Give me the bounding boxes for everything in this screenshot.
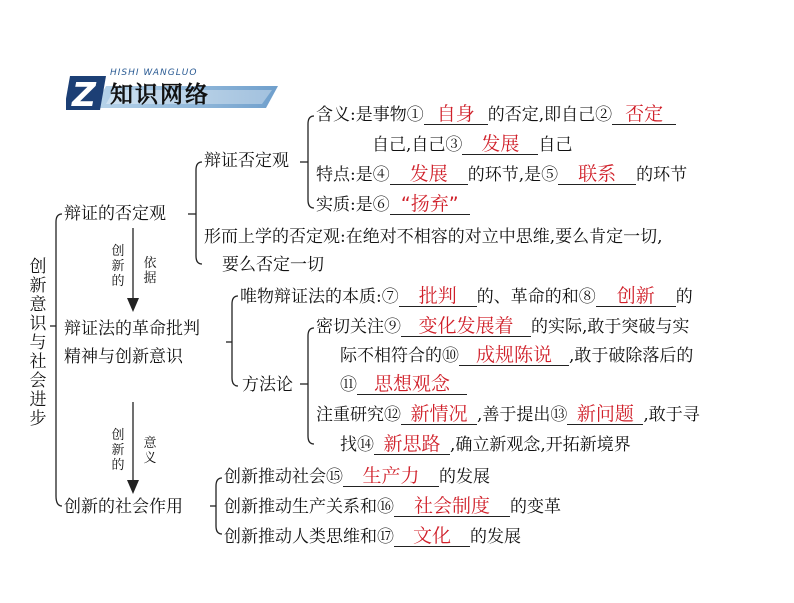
answer-7: 批判 [399,286,477,307]
b3-row2: 创新推动生产关系和⑯ 社会制度 的变革 [224,495,561,517]
answer-11: 思想观念 [357,374,467,395]
b2-method-line4: 注重研究⑫ 新情况 ,善于提出⑬ 新问题 ,敢于寻 [316,403,700,425]
b1-essence-line: 实质:是⑥ “扬弃” [316,194,470,216]
answer-10: 成规陈说 [459,345,569,366]
answer-2: 否定 [612,104,676,125]
b3-row3: 创新推动人类思维和⑰ 文化 的发展 [224,525,521,547]
link1-right-label: 依据 [143,256,157,286]
answer-8: 创新 [596,286,676,307]
b1-content-line1: 含义:是事物① 自身 的否定,即自己② 否定 [316,104,676,126]
answer-6: “扬弃” [390,194,470,215]
answer-5: 联系 [558,164,636,185]
b2-label-line1: 辩证法的革命批判 [64,319,200,339]
b1-metaphysics-line2: 要么否定一切 [222,255,324,275]
b1-brace [196,162,202,264]
b3-label: 创新的社会作用 [64,497,183,517]
arrow-head-2 [127,480,139,494]
answer-3: 发展 [462,134,538,155]
answer-9: 变化发展着 [401,316,531,337]
b2-essence-line: 唯物辩证法的本质:⑦ 批判 的、革命的和⑧ 创新 的 [240,285,693,307]
b1-label: 辩证的否定观 [64,204,166,224]
b1-content-line2: 自己,自己③ 发展 自己 [372,133,573,155]
b2-method-label: 方法论 [242,375,293,395]
answer-15: 生产力 [343,466,439,487]
b2-label-line2: 精神与创新意识 [64,347,183,367]
answer-17: 文化 [394,526,470,547]
method-brace [308,328,314,444]
b2-method-line1: 密切关注⑨ 变化发展着 的实际,敢于突破与实 [316,315,690,337]
header-subtitle-en: HISHI WANGLUO [110,68,198,78]
b1-metaphysics-line1: 形而上学的否定观:在绝对不相容的对立中思维,要么肯定一切, [204,227,663,247]
header-title: 知识网络 [110,82,210,108]
b2-method-line5: 找⑭ 新思路 ,确立新观念,开拓新境界 [340,433,631,455]
sub1-brace [308,116,314,208]
root-brace [56,214,62,506]
b2-brace [232,296,238,386]
b1-feature-line: 特点:是④ 发展 的环节,是⑤ 联系 的环节 [316,163,688,185]
root-label: 创新意识与社会进步 [29,257,47,429]
b1-sub-label: 辩证否定观 [204,151,289,171]
answer-1: 自身 [424,104,488,125]
badge-letter: Z [72,75,96,112]
b3-row1: 创新推动社会⑮ 生产力 的发展 [224,465,490,487]
link1-left-label: 创新的 [111,244,125,289]
b3-brace [216,478,222,534]
link2-left-label: 创新的 [111,428,125,473]
link2-right-label: 意义 [143,436,157,466]
answer-14: 新思路 [374,434,450,455]
answer-4: 发展 [390,164,468,185]
b2-method-line3: ⑪ 思想观念 [340,374,467,396]
arrow-head-1 [127,298,139,312]
b2-method-line2: 际不相符合的⑩ 成规陈说 ,敢于破除落后的 [340,344,694,366]
answer-12: 新情况 [401,404,477,425]
answer-13: 新问题 [567,404,643,425]
answer-16: 社会制度 [394,496,510,517]
